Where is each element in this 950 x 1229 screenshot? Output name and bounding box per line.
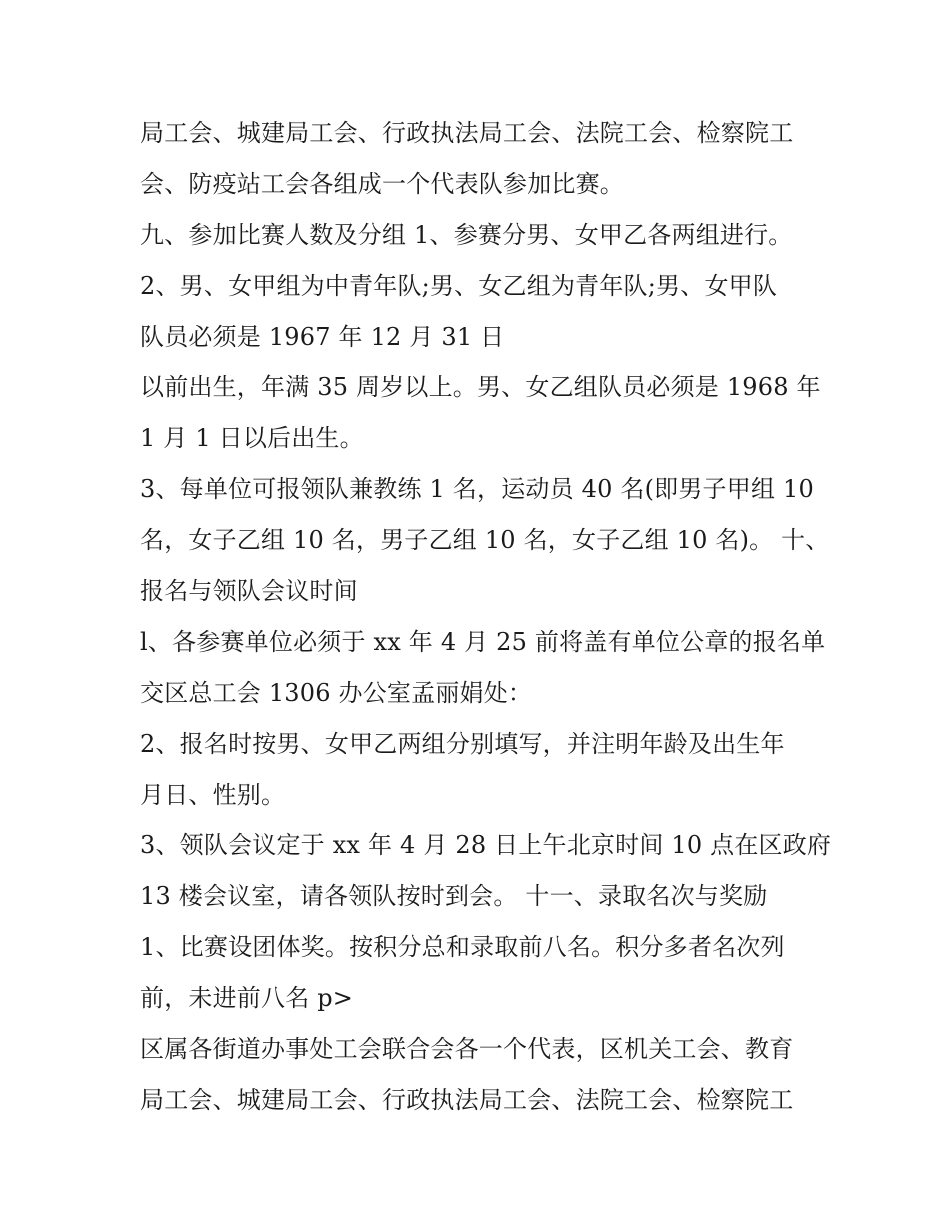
text-line: 局工会、城建局工会、行政执法局工会、法院工会、检察院工 — [140, 119, 794, 147]
text-line: 前，未进前八名 p> — [140, 984, 354, 1013]
text-line: 以前出生，年满 35 周岁以上。男、女乙组队员必须是 1968 年 — [140, 373, 821, 402]
text-line: 局工会、城建局工会、行政执法局工会、法院工会、检察院工 — [140, 1085, 794, 1114]
text-line: l、各参赛单位必须于 xx 年 4 月 25 前将盖有单位公章的报名单 — [140, 627, 826, 656]
text-line: 会、防疫站工会各组成一个代表队参加比赛。 — [140, 169, 624, 198]
text-line: 3、每单位可报领队兼教练 1 名，运动员 40 名(即男子甲组 10 — [140, 475, 814, 504]
text-line: 名，女子乙组 10 名，男子乙组 10 名，女子乙组 10 名)。 十、 — [140, 526, 830, 555]
text-line: 3、领队会议定于 xx 年 4 月 28 日上午北京时间 10 点在区政府 — [140, 831, 832, 860]
text-line: 九、参加比赛人数及分组 1、参赛分男、女甲乙各两组进行。 — [140, 220, 793, 249]
text-line: 2、报名时按男、女甲乙两组分别填写，并注明年龄及出生年 — [140, 729, 785, 758]
text-line: 月日、性别。 — [140, 780, 286, 809]
text-line: 13 楼会议室，请各领队按时到会。 十一、录取名次与奖励 — [140, 882, 768, 911]
text-line: 1 月 1 日以后出生。 — [140, 424, 364, 453]
text-line: 交区总工会 1306 办公室孟丽娟处： — [140, 678, 533, 707]
text-line: 1、比赛设团体奖。按积分总和录取前八名。积分多者名次列 — [140, 933, 785, 962]
document-body — [140, 108, 840, 1126]
text-line: 区属各街道办事处工会联合会各一个代表，区机关工会、教育 — [140, 1035, 794, 1064]
text-line: 队员必须是 1967 年 12 月 31 日 — [140, 322, 505, 351]
text-line: 报名与领队会议时间 — [140, 577, 358, 606]
text-line: 2、男、女甲组为中青年队;男、女乙组为青年队;男、女甲队 — [140, 271, 778, 300]
